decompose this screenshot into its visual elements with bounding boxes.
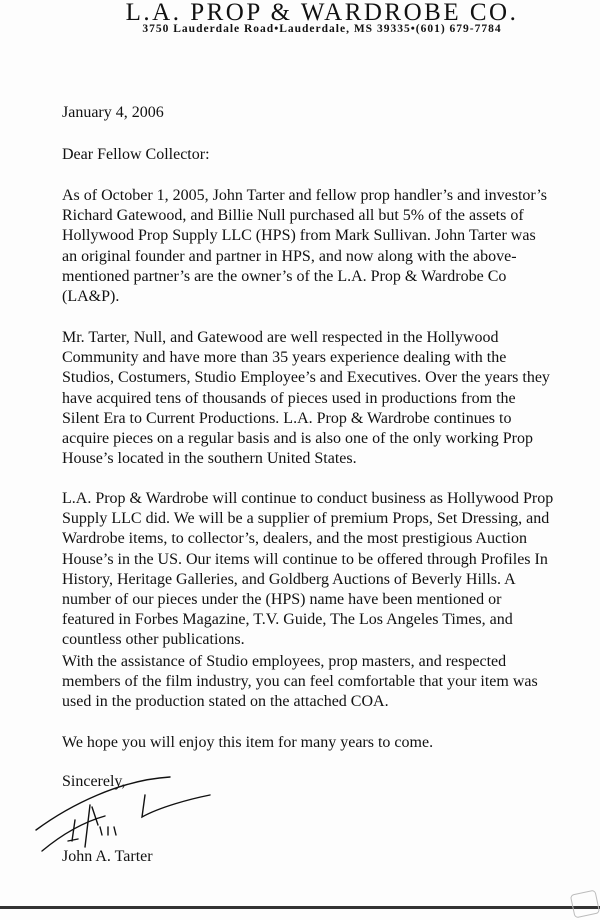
letterhead-address: 3750 Lauderdale Road•Lauderdale, MS 39335•(601) 679-7784 xyxy=(142,23,502,35)
line: number of our pieces under the (HPS) name have been mentioned or xyxy=(62,591,502,609)
paragraph-2 xyxy=(62,328,550,469)
line: Community and have more than 35 years experience dealing with the xyxy=(62,349,507,367)
line: acquire pieces on a regular basis and is also one of the only working Prop xyxy=(62,430,533,448)
line: House’s located in the southern United States. xyxy=(62,450,357,468)
signer-name: John A. Tarter xyxy=(62,848,153,865)
line: used in the production stated on the attached COA. xyxy=(62,693,389,711)
line: L.A. Prop & Wardrobe will continue to conduct business as Hollywood Prop xyxy=(62,490,554,507)
line: House’s in the US. Our items will continue to be offered through Profiles In xyxy=(62,550,548,568)
line: As of October 1, 2005, John Tarter and fellow prop handler’s and investor’s xyxy=(62,187,547,204)
line: Hollywood Prop Supply LLC (HPS) from Mark Sullivan. John Tarter was xyxy=(62,227,536,245)
line: Silent Era to Current Productions. L.A. Prop & Wardrobe continues to xyxy=(62,409,512,427)
line: featured in Forbes Magazine, T.V. Guide, The Los Angeles Times, and xyxy=(62,611,513,629)
letter-date: January 4, 2006 xyxy=(62,104,164,121)
line: members of the film industry, you can feel comfortable that your item was xyxy=(62,673,538,691)
paragraph-5 xyxy=(62,733,433,753)
line: Mr. Tarter, Null, and Gatewood are well respected in the Hollywood xyxy=(62,329,499,346)
line: countless other publications. xyxy=(62,631,245,649)
line: have acquired tens of thousands of pieces used in productions from the xyxy=(62,389,516,407)
line: Richard Gatewood, and Billie Null purchased all but 5% of the assets of xyxy=(62,207,524,225)
letterhead-company: L.A. PROP & WARDROBE CO. xyxy=(125,0,519,26)
paragraph-4 xyxy=(62,652,538,713)
scan-edge xyxy=(0,906,600,909)
closing: Sincerely, xyxy=(62,773,126,790)
signature xyxy=(30,765,250,855)
paragraph-3 xyxy=(62,489,553,651)
line: With the assistance of Studio employees, prop masters, and respected xyxy=(62,653,507,670)
line: History, Heritage Galleries, and Goldberg Auctions of Beverly Hills. A xyxy=(62,570,516,588)
salutation: Dear Fellow Collector: xyxy=(62,146,210,163)
line: Studios, Costumers, Studio Employee’s and Executives. Over the years they xyxy=(62,369,550,387)
line: an original founder and partner in HPS, and now along with the above- xyxy=(62,247,517,265)
line: We hope you will enjoy this item for many years to come. xyxy=(62,734,434,751)
camera-icon xyxy=(570,890,600,919)
line: Supply LLC did. We will be a supplier of premium Props, Set Dressing, and xyxy=(62,510,550,528)
line: Wardrobe items, to collector’s, dealers, and the most prestigious Auction xyxy=(62,530,527,548)
line: mentioned partner’s are the owner’s of the L.A. Prop & Wardrobe Co xyxy=(62,267,507,285)
line: (LA&P). xyxy=(62,288,120,306)
paragraph-1 xyxy=(62,186,547,307)
